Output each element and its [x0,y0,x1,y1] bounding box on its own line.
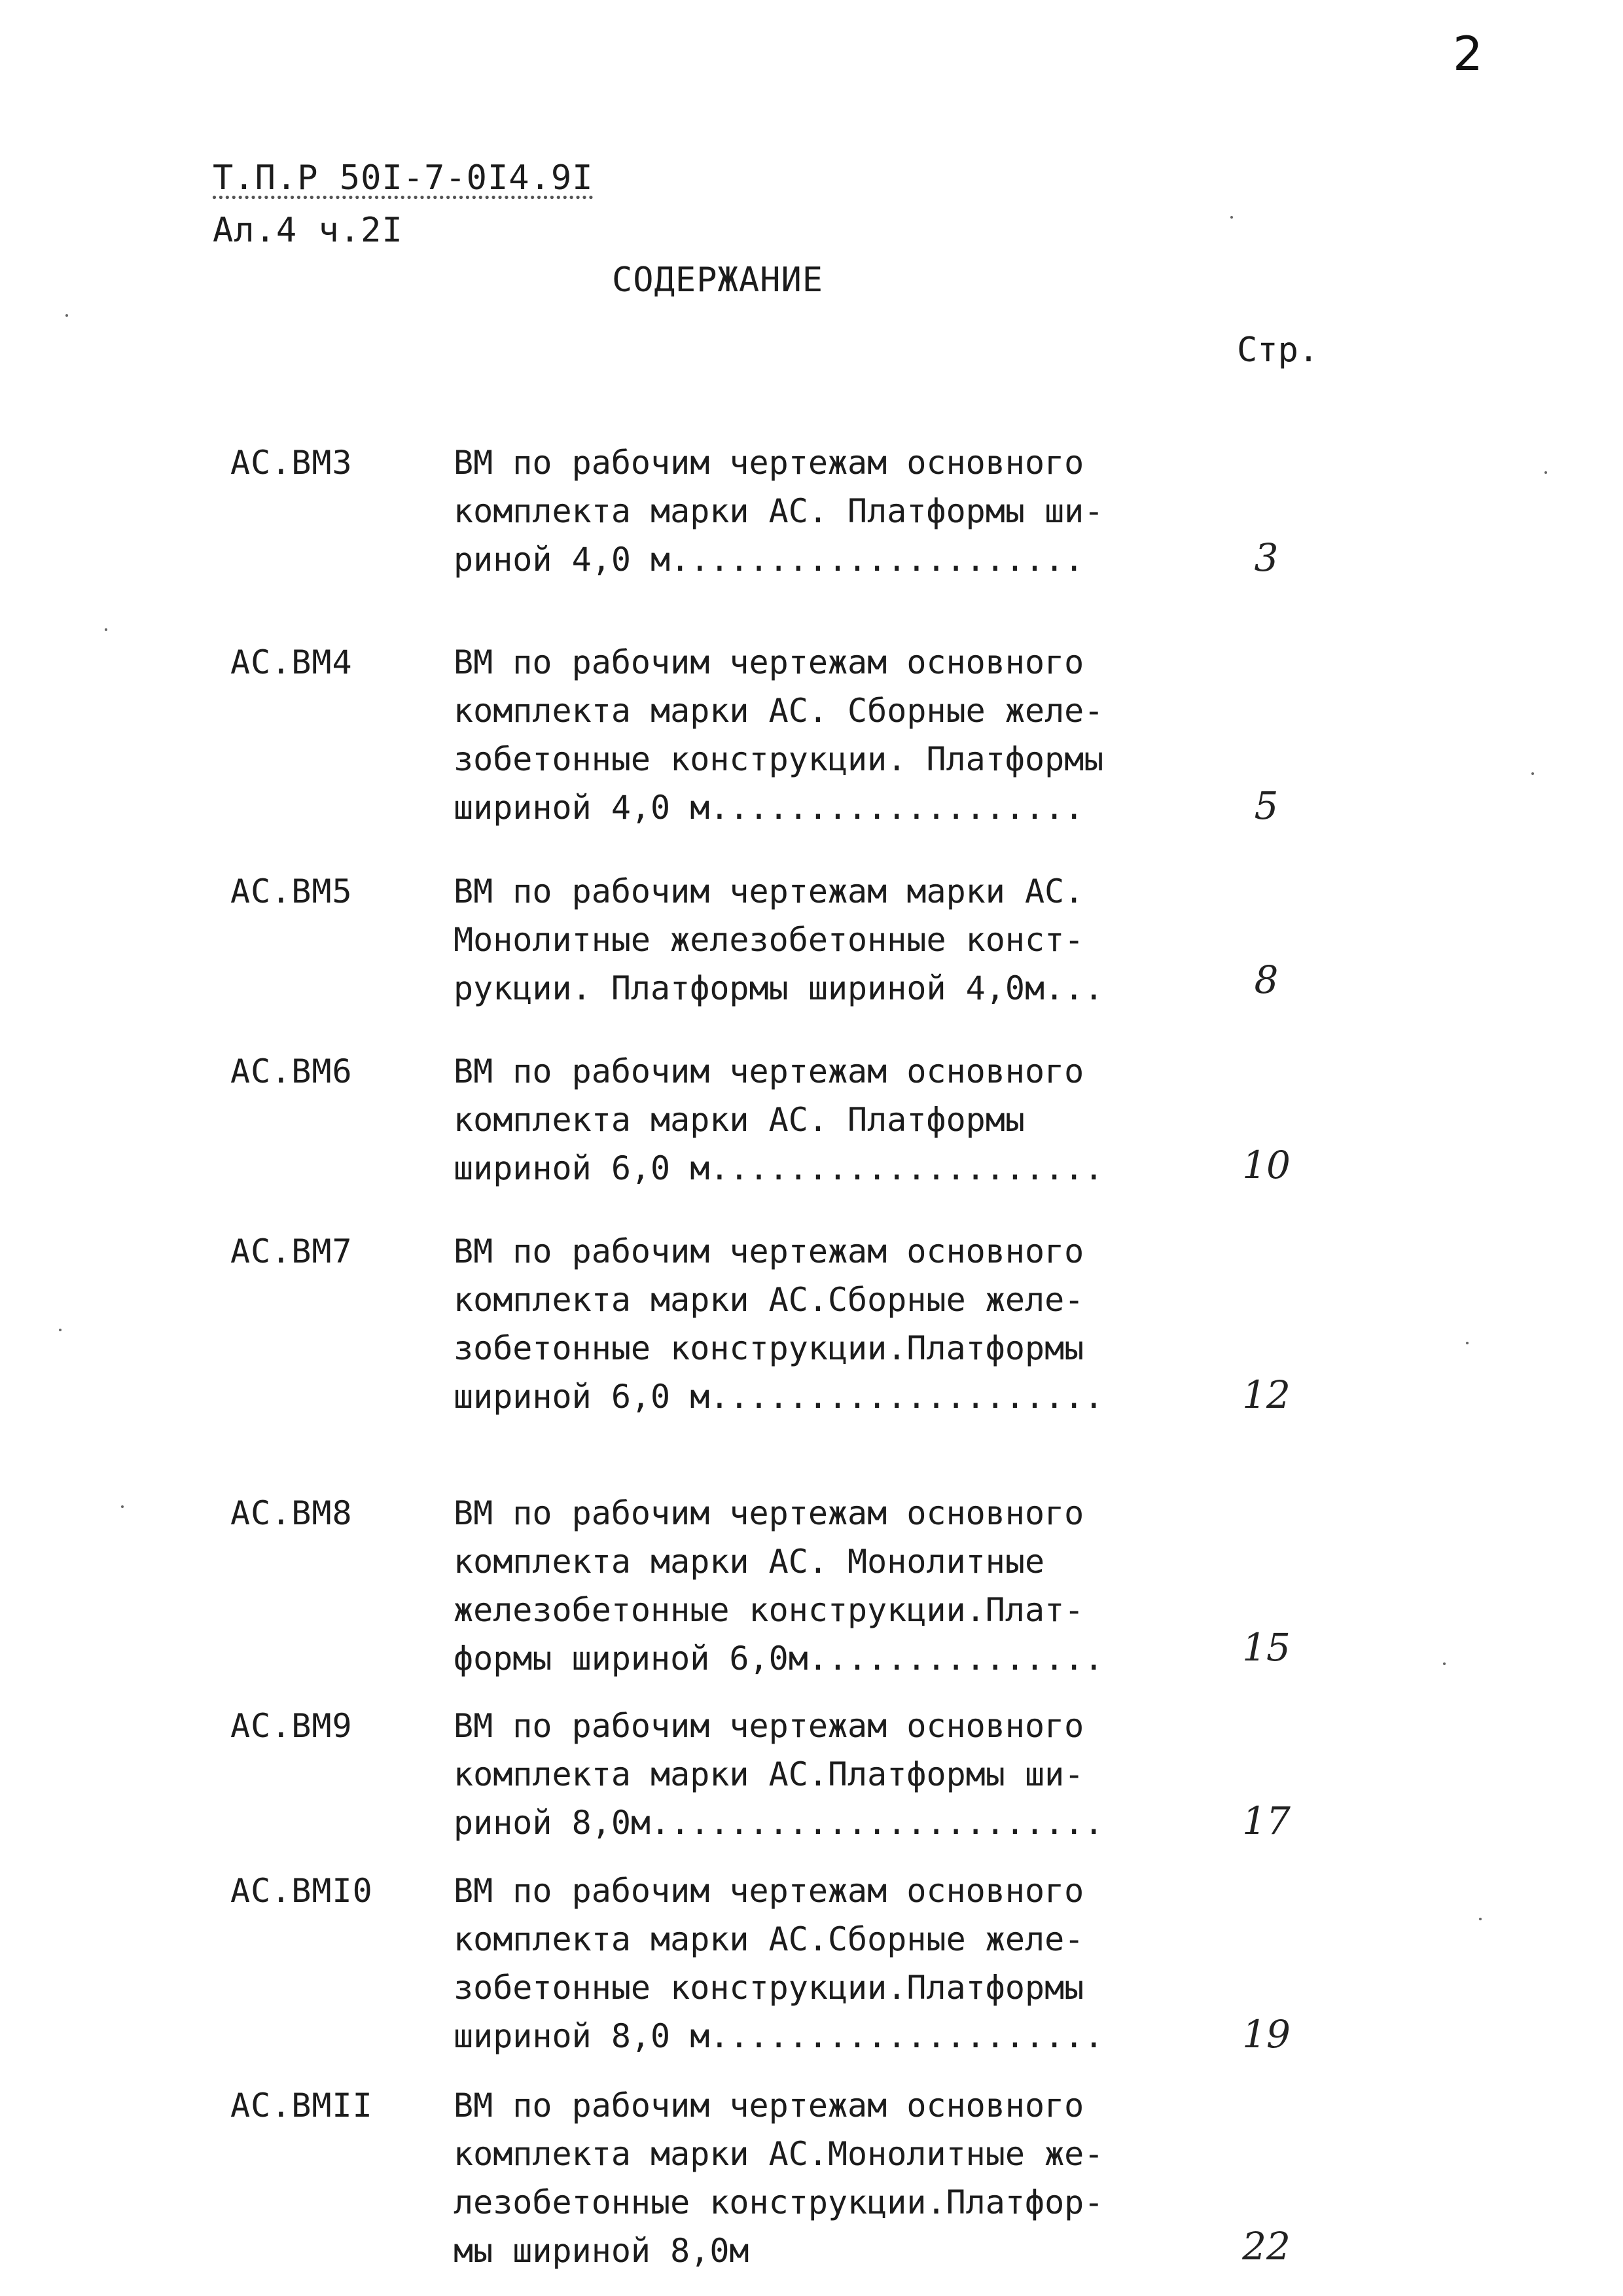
toc-entry-code: АС.ВМII [230,2087,373,2125]
page-column-header: Стр. [1237,331,1319,370]
toc-entry-code: АС.ВМ9 [230,1707,353,1745]
page-number: 2 [1453,26,1483,81]
toc-entry-description: ВМ по рабочим чертежам основного комплекта марки АС.Сборные желе- зобетонные конструкции.Платформы шириной 8,0 м.................... [454,1872,1104,2055]
contents-title: СОДЕРЖАНИЕ [612,260,824,300]
toc-entry-description: ВМ по рабочим чертежам основного комплекта марки АС.Монолитные же- лезобетонные конструкции.Платфор- мы шириной 8,0м [454,2087,1104,2270]
toc-entry-description: ВМ по рабочим чертежам марки АС. Монолитные железобетонные конст- рукции. Платформы шириной 4,0м... [454,872,1104,1007]
toc-entry-page: 8 [1254,958,1279,1002]
scan-speck [105,628,107,631]
toc-entry-code: АС.ВМI0 [230,1872,373,1910]
toc-entry-code: АС.ВМ8 [230,1494,353,1532]
scan-speck [1544,471,1547,474]
scan-speck [1443,1662,1446,1665]
scan-speck [65,314,68,317]
toc-entry-page: 12 [1242,1372,1291,1417]
scan-speck [121,1505,124,1508]
scan-speck [1479,1918,1482,1920]
scan-speck [1466,1342,1469,1344]
scan-speck [1531,772,1534,775]
toc-entry-page: 10 [1242,1143,1291,1187]
toc-entry-description: ВМ по рабочим чертежам основного комплекта марки АС.Платформы ши- риной 8,0м....................... [454,1707,1104,1842]
toc-entry-code: АС.ВМ4 [230,643,353,681]
toc-entry-page: 5 [1254,783,1279,828]
scan-speck [1230,216,1233,219]
toc-entry-code: АС.ВМ7 [230,1232,353,1270]
toc-entry-code: АС.ВМ5 [230,872,353,910]
scan-speck [59,1329,62,1331]
toc-entry-description: ВМ по рабочим чертежам основного комплекта марки АС.Сборные желе- зобетонные конструкции.Платформы шириной 6,0 м.................... [454,1232,1104,1416]
toc-entry-code: АС.ВМ6 [230,1052,353,1090]
toc-entry-page: 15 [1242,1625,1291,1670]
toc-entry-page: 19 [1242,2012,1291,2056]
toc-entry-description: ВМ по рабочим чертежам основного комплекта марки АС. Платформы ши- риной 4,0 м..................... [454,444,1104,579]
toc-entry-page: 17 [1242,1799,1291,1843]
toc-entry-description: ВМ по рабочим чертежам основного комплекта марки АС. Сборные желе- зобетонные конструкции. Платформы шириной 4,0 м................... [454,643,1104,827]
toc-entry-description: ВМ по рабочим чертежам основного комплекта марки АС. Монолитные железобетонные конструкции.Плат- формы шириной 6,0м............... [454,1494,1104,1677]
toc-entry-page: 22 [1242,2224,1291,2269]
document-code-line-2: Ал.4 ч.2I [213,211,403,250]
document-code-line-1: Т.П.Р 50I-7-0I4.9I [213,158,594,198]
toc-entry-description: ВМ по рабочим чертежам основного комплекта марки АС. Платформы шириной 6,0 м.................... [454,1052,1104,1187]
toc-entry-code: АС.ВМ3 [230,444,353,482]
toc-entry-page: 3 [1254,535,1279,580]
